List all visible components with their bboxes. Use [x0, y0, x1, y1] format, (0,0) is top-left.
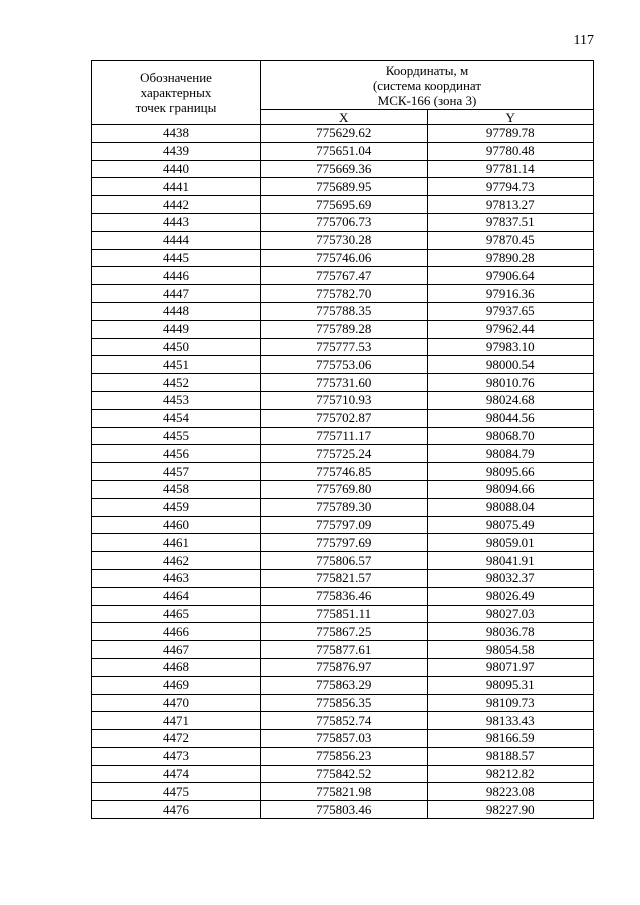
- y-coordinate-cell: 98088.04: [427, 498, 594, 516]
- table-row: [92, 587, 594, 605]
- coord-header-line-3: МСК-166 (зона 3): [377, 93, 477, 108]
- x-coordinate-cell: 775852.74: [261, 712, 428, 730]
- y-coordinate-cell: 98041.91: [427, 552, 594, 570]
- point-id-cell: 4463: [92, 569, 261, 587]
- table-row: [92, 427, 594, 445]
- x-coordinate-cell: 775857.03: [261, 730, 428, 748]
- x-coordinate-cell: 775836.46: [261, 587, 428, 605]
- y-coordinate-cell: 98027.03: [427, 605, 594, 623]
- y-coordinate-cell: 97937.65: [427, 302, 594, 320]
- coordinates-table: [91, 60, 594, 819]
- table-row: [92, 801, 594, 819]
- x-coordinate-cell: 775669.36: [261, 160, 428, 178]
- y-coordinate-cell: 97890.28: [427, 249, 594, 267]
- x-coordinate-cell: 775777.53: [261, 338, 428, 356]
- x-coordinate-cell: 775867.25: [261, 623, 428, 641]
- point-id-cell: 4454: [92, 409, 261, 427]
- point-id-cell: 4455: [92, 427, 261, 445]
- y-coordinate-cell: 97781.14: [427, 160, 594, 178]
- point-id-cell: 4460: [92, 516, 261, 534]
- table-row: [92, 213, 594, 231]
- x-coordinate-cell: 775876.97: [261, 658, 428, 676]
- point-id-cell: 4444: [92, 231, 261, 249]
- x-coordinate-cell: 775821.98: [261, 783, 428, 801]
- point-id-cell: 4464: [92, 587, 261, 605]
- table-row: [92, 658, 594, 676]
- y-coordinate-cell: 97813.27: [427, 196, 594, 214]
- x-coordinate-cell: 775788.35: [261, 302, 428, 320]
- y-coordinate-cell: 98032.37: [427, 569, 594, 587]
- point-id-cell: 4450: [92, 338, 261, 356]
- y-coordinate-cell: 98133.43: [427, 712, 594, 730]
- table-row: [92, 694, 594, 712]
- y-coordinate-cell: 97983.10: [427, 338, 594, 356]
- table-row: [92, 178, 594, 196]
- x-column-header: X: [261, 110, 428, 125]
- y-coordinate-cell: 98068.70: [427, 427, 594, 445]
- x-coordinate-cell: 775725.24: [261, 445, 428, 463]
- point-id-cell: 4452: [92, 374, 261, 392]
- y-coordinate-cell: 97780.48: [427, 142, 594, 160]
- point-id-cell: 4471: [92, 712, 261, 730]
- x-coordinate-cell: 775769.80: [261, 480, 428, 498]
- x-coordinate-cell: 775821.57: [261, 569, 428, 587]
- table-row: [92, 267, 594, 285]
- point-id-cell: 4441: [92, 178, 261, 196]
- table-row: [92, 249, 594, 267]
- y-coordinate-cell: 98075.49: [427, 516, 594, 534]
- table-row: [92, 605, 594, 623]
- x-coordinate-cell: 775797.09: [261, 516, 428, 534]
- y-coordinate-cell: 98166.59: [427, 730, 594, 748]
- table-row: [92, 142, 594, 160]
- table-row: [92, 676, 594, 694]
- x-coordinate-cell: 775746.06: [261, 249, 428, 267]
- table-row: [92, 463, 594, 481]
- x-coordinate-cell: 775782.70: [261, 285, 428, 303]
- y-coordinate-cell: 98026.49: [427, 587, 594, 605]
- point-id-cell: 4451: [92, 356, 261, 374]
- y-coordinate-cell: 98095.66: [427, 463, 594, 481]
- page-number: 117: [573, 33, 594, 48]
- point-id-cell: 4456: [92, 445, 261, 463]
- y-coordinate-cell: 97906.64: [427, 267, 594, 285]
- table-row: [92, 641, 594, 659]
- table-row: [92, 196, 594, 214]
- y-coordinate-cell: 98059.01: [427, 534, 594, 552]
- coord-header-line-1: Координаты, м: [385, 63, 469, 78]
- table-row: [92, 498, 594, 516]
- x-coordinate-cell: 775856.35: [261, 694, 428, 712]
- x-coordinate-cell: 775731.60: [261, 374, 428, 392]
- point-id-cell: 4472: [92, 730, 261, 748]
- point-header-line-3: точек границы: [135, 100, 217, 115]
- point-header-line-2: характерных: [140, 85, 212, 100]
- x-coordinate-cell: 775651.04: [261, 142, 428, 160]
- table-row: [92, 409, 594, 427]
- y-coordinate-cell: 98044.56: [427, 409, 594, 427]
- point-id-cell: 4465: [92, 605, 261, 623]
- x-coordinate-cell: 775730.28: [261, 231, 428, 249]
- point-id-cell: 4449: [92, 320, 261, 338]
- y-coordinate-cell: 98000.54: [427, 356, 594, 374]
- table-row: [92, 747, 594, 765]
- point-id-cell: 4473: [92, 747, 261, 765]
- x-coordinate-cell: 775803.46: [261, 801, 428, 819]
- table-row: [92, 516, 594, 534]
- point-id-cell: 4467: [92, 641, 261, 659]
- x-coordinate-cell: 775689.95: [261, 178, 428, 196]
- table-row: [92, 765, 594, 783]
- point-id-cell: 4466: [92, 623, 261, 641]
- x-coordinate-cell: 775711.17: [261, 427, 428, 445]
- point-id-cell: 4469: [92, 676, 261, 694]
- y-coordinate-cell: 97837.51: [427, 213, 594, 231]
- x-coordinate-cell: 775695.69: [261, 196, 428, 214]
- table-row: [92, 374, 594, 392]
- x-coordinate-cell: 775842.52: [261, 765, 428, 783]
- y-coordinate-cell: 98036.78: [427, 623, 594, 641]
- y-coordinate-cell: 98188.57: [427, 747, 594, 765]
- y-coordinate-cell: 97794.73: [427, 178, 594, 196]
- point-id-cell: 4474: [92, 765, 261, 783]
- y-coordinate-cell: 97962.44: [427, 320, 594, 338]
- coord-header-line-2: (система координат: [372, 78, 482, 93]
- point-id-cell: 4459: [92, 498, 261, 516]
- y-coordinate-cell: 98071.97: [427, 658, 594, 676]
- x-coordinate-cell: 775753.06: [261, 356, 428, 374]
- coordinates-header: [261, 61, 594, 110]
- table-row: [92, 552, 594, 570]
- point-id-cell: 4461: [92, 534, 261, 552]
- x-coordinate-cell: 775863.29: [261, 676, 428, 694]
- y-coordinate-cell: 98212.82: [427, 765, 594, 783]
- x-coordinate-cell: 775851.11: [261, 605, 428, 623]
- table-body: [92, 125, 594, 819]
- y-coordinate-cell: 97916.36: [427, 285, 594, 303]
- table-row: [92, 231, 594, 249]
- table-row: [92, 445, 594, 463]
- y-coordinate-cell: 98109.73: [427, 694, 594, 712]
- point-id-cell: 4457: [92, 463, 261, 481]
- y-coordinate-cell: 98227.90: [427, 801, 594, 819]
- x-coordinate-cell: 775710.93: [261, 391, 428, 409]
- x-coordinate-cell: 775806.57: [261, 552, 428, 570]
- table-row: [92, 730, 594, 748]
- y-coordinate-cell: 98010.76: [427, 374, 594, 392]
- table-row: [92, 569, 594, 587]
- table-row: [92, 356, 594, 374]
- table-header: [92, 61, 594, 125]
- x-coordinate-cell: 775702.87: [261, 409, 428, 427]
- point-header-line-1: Обозначение: [140, 70, 212, 85]
- point-id-cell: 4438: [92, 125, 261, 143]
- point-id-cell: 4442: [92, 196, 261, 214]
- point-id-cell: 4446: [92, 267, 261, 285]
- x-coordinate-cell: 775789.30: [261, 498, 428, 516]
- y-coordinate-cell: 97789.78: [427, 125, 594, 143]
- y-coordinate-cell: 98054.58: [427, 641, 594, 659]
- x-coordinate-cell: 775746.85: [261, 463, 428, 481]
- y-coordinate-cell: 98084.79: [427, 445, 594, 463]
- x-coordinate-cell: 775797.69: [261, 534, 428, 552]
- point-id-cell: 4475: [92, 783, 261, 801]
- table-row: [92, 623, 594, 641]
- table-row: [92, 338, 594, 356]
- y-column-header: Y: [427, 110, 594, 125]
- point-id-cell: 4448: [92, 302, 261, 320]
- point-id-cell: 4440: [92, 160, 261, 178]
- point-id-cell: 4439: [92, 142, 261, 160]
- header-row-top: [92, 61, 594, 110]
- table-row: [92, 391, 594, 409]
- table-row: [92, 480, 594, 498]
- x-coordinate-cell: 775629.62: [261, 125, 428, 143]
- table-row: [92, 285, 594, 303]
- point-id-cell: 4445: [92, 249, 261, 267]
- point-id-cell: 4443: [92, 213, 261, 231]
- table-row: [92, 125, 594, 143]
- point-id-cell: 4470: [92, 694, 261, 712]
- y-coordinate-cell: 98095.31: [427, 676, 594, 694]
- x-coordinate-cell: 775767.47: [261, 267, 428, 285]
- y-coordinate-cell: 98094.66: [427, 480, 594, 498]
- point-id-cell: 4447: [92, 285, 261, 303]
- x-coordinate-cell: 775789.28: [261, 320, 428, 338]
- table-row: [92, 320, 594, 338]
- x-coordinate-cell: 775706.73: [261, 213, 428, 231]
- table-row: [92, 712, 594, 730]
- point-id-cell: 4468: [92, 658, 261, 676]
- y-coordinate-cell: 98024.68: [427, 391, 594, 409]
- table-row: [92, 783, 594, 801]
- point-id-cell: 4462: [92, 552, 261, 570]
- point-id-cell: 4476: [92, 801, 261, 819]
- x-coordinate-cell: 775856.23: [261, 747, 428, 765]
- point-designation-header: [92, 61, 261, 125]
- y-coordinate-cell: 98223.08: [427, 783, 594, 801]
- table-row: [92, 534, 594, 552]
- point-id-cell: 4453: [92, 391, 261, 409]
- table-row: [92, 160, 594, 178]
- x-coordinate-cell: 775877.61: [261, 641, 428, 659]
- y-coordinate-cell: 97870.45: [427, 231, 594, 249]
- point-id-cell: 4458: [92, 480, 261, 498]
- table-row: [92, 302, 594, 320]
